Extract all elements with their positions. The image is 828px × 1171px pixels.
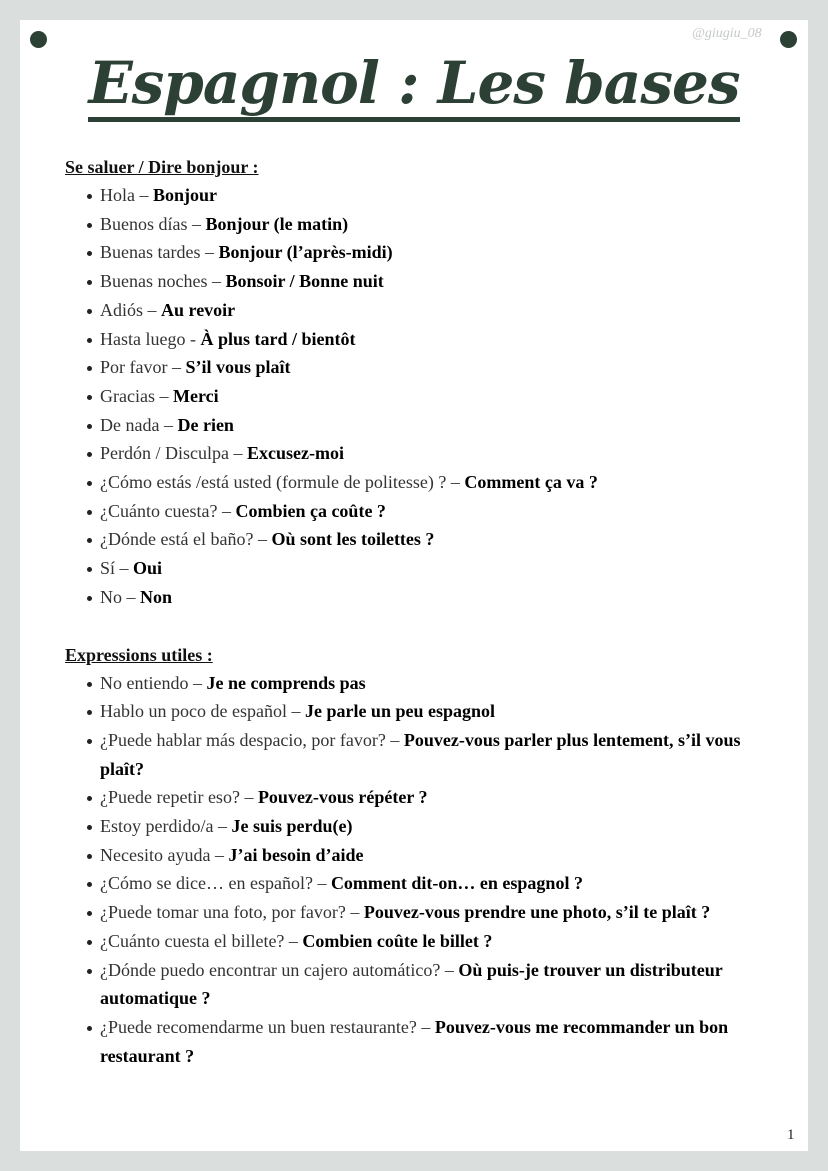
- french-translation: Pouvez-vous me recommander un bon restaurant ?: [100, 1016, 729, 1066]
- french-translation: Bonsoir / Bonne nuit: [225, 271, 384, 292]
- french-translation: Bonjour: [153, 185, 218, 205]
- separator: –: [286, 701, 305, 722]
- spanish-phrase: ¿Dónde está el baño?: [100, 529, 254, 550]
- spanish-phrase: Gracias: [100, 385, 155, 406]
- french-translation: De rien: [177, 414, 234, 435]
- spanish-phrase: Hola: [100, 185, 135, 205]
- spanish-phrase: Estoy perdido/a: [100, 816, 214, 837]
- list-item: [85, 812, 785, 841]
- page-title-text: Espagnol : Les bases: [88, 49, 739, 122]
- separator: –: [239, 787, 258, 808]
- spanish-phrase: ¿Cuánto cuesta el billete?: [100, 930, 285, 951]
- list-item: [85, 841, 785, 870]
- separator: –: [159, 414, 178, 435]
- section-heading: Expressions utiles :: [65, 644, 213, 665]
- section-heading: Se saluer / Dire bonjour :: [65, 157, 259, 177]
- page-number: 1: [787, 1127, 795, 1143]
- spanish-phrase: No: [100, 586, 122, 607]
- list-item: [85, 411, 785, 440]
- spanish-phrase: ¿Puede repetir eso?: [100, 787, 240, 808]
- separator: –: [154, 385, 173, 406]
- french-translation: À plus tard / bientôt: [200, 328, 356, 349]
- separator: –: [213, 816, 232, 837]
- spanish-phrase: ¿Dónde puedo encontrar un cajero automático?: [100, 959, 441, 980]
- french-translation: Comment ça va ?: [464, 472, 598, 493]
- spanish-phrase: ¿Puede hablar más despacio, por favor?: [100, 729, 386, 750]
- spanish-phrase: Hablo un poco de español: [100, 701, 287, 722]
- french-translation: Non: [140, 586, 173, 607]
- spanish-phrase: Buenos días: [100, 213, 188, 234]
- spanish-phrase: Necesito ayuda: [100, 844, 211, 865]
- french-translation: Bonjour (le matin): [205, 213, 349, 234]
- spanish-phrase: ¿Puede tomar una foto, por favor?: [100, 902, 346, 923]
- separator: –: [217, 500, 236, 521]
- french-translation: Combien ça coûte ?: [235, 500, 386, 521]
- list-item: [85, 210, 785, 239]
- separator: –: [115, 558, 134, 579]
- list-item: [85, 956, 785, 1013]
- spanish-phrase: ¿Cómo se dice… en español?: [100, 873, 313, 894]
- separator: –: [200, 242, 219, 263]
- list-item: [85, 181, 785, 210]
- separator: –: [345, 902, 364, 923]
- french-translation: Je suis perdu(e): [231, 816, 353, 837]
- french-translation: Combien coûte le billet ?: [302, 930, 493, 951]
- list-item: [85, 525, 785, 554]
- french-translation: Au revoir: [161, 299, 236, 320]
- separator: –: [284, 930, 303, 951]
- french-translation: Où puis-je trouver un distributeur automatique ?: [100, 959, 723, 1009]
- french-translation: S’il vous plaît: [185, 357, 291, 378]
- french-translation: Pouvez-vous prendre une photo, s’il te plaît ?: [363, 902, 711, 923]
- spanish-phrase: Hasta luego: [100, 328, 186, 349]
- french-translation: Bonjour (l’après-midi): [218, 242, 393, 263]
- separator: –: [440, 959, 459, 980]
- french-translation: Je parle un peu espagnol: [304, 701, 495, 722]
- spanish-phrase: ¿Puede recomendarme un buen restaurante?: [100, 1016, 417, 1037]
- document-page: [20, 20, 808, 1151]
- french-translation: Je ne comprends pas: [206, 672, 366, 693]
- spanish-phrase: Por favor: [100, 357, 168, 378]
- spanish-phrase: No entiendo: [100, 672, 189, 693]
- list-item: [85, 267, 785, 296]
- spanish-phrase: ¿Cómo estás /está usted (formule de politesse) ?: [100, 472, 447, 493]
- separator: –: [167, 357, 186, 378]
- separator: –: [312, 873, 331, 894]
- french-translation: Où sont les toilettes ?: [271, 529, 435, 550]
- list-item: [85, 382, 785, 411]
- list-item: [85, 669, 785, 698]
- separator: –: [135, 185, 153, 205]
- list-item: [85, 869, 785, 898]
- separator: –: [446, 472, 465, 493]
- spanish-phrase: Perdón / Disculpa: [100, 443, 229, 464]
- list-item: [85, 468, 785, 497]
- list-item: [85, 325, 785, 354]
- separator: –: [210, 844, 229, 865]
- list-item: [85, 697, 785, 726]
- section-greetings: [65, 153, 785, 612]
- watermark: @giugiu_08: [692, 26, 762, 41]
- list-item: [85, 583, 785, 612]
- vocabulary-list: [65, 181, 785, 612]
- separator: –: [207, 271, 226, 292]
- spanish-phrase: ¿Cuánto cuesta?: [100, 500, 218, 521]
- vocabulary-list: [65, 669, 785, 1071]
- list-item: [85, 898, 785, 927]
- section-spacer: [65, 612, 785, 641]
- section-useful-expressions: [65, 641, 785, 1071]
- separator: –: [228, 443, 247, 464]
- list-item: [85, 1013, 785, 1070]
- list-item: [85, 439, 785, 468]
- french-translation: Oui: [133, 558, 163, 579]
- french-translation: Merci: [172, 385, 219, 406]
- list-item: [85, 497, 785, 526]
- list-item: [85, 726, 785, 783]
- list-item: [85, 554, 785, 583]
- spanish-phrase: De nada: [100, 414, 160, 435]
- french-translation: J’ai besoin d’aide: [228, 844, 364, 865]
- page-title: [20, 38, 808, 128]
- separator: –: [385, 729, 404, 750]
- french-translation: Pouvez-vous répéter ?: [257, 787, 428, 808]
- list-item: [85, 296, 785, 325]
- separator: –: [416, 1016, 435, 1037]
- separator: -: [185, 328, 201, 349]
- separator: –: [188, 672, 207, 693]
- separator: –: [122, 586, 140, 607]
- list-item: [85, 353, 785, 382]
- spanish-phrase: Adiós: [100, 299, 144, 320]
- spanish-phrase: Buenas tardes: [100, 242, 201, 263]
- french-translation: Comment dit-on… en espagnol ?: [330, 873, 583, 894]
- list-item: [85, 238, 785, 267]
- separator: –: [253, 529, 272, 550]
- list-item: [85, 927, 785, 956]
- french-translation: Pouvez-vous parler plus lentement, s’il vous plaît?: [100, 729, 741, 779]
- document-content: [65, 153, 785, 1070]
- french-translation: Excusez-moi: [246, 443, 344, 464]
- separator: –: [187, 213, 206, 234]
- list-item: [85, 783, 785, 812]
- separator: –: [143, 299, 162, 320]
- spanish-phrase: Sí: [100, 558, 116, 579]
- spanish-phrase: Buenas noches: [100, 271, 208, 292]
